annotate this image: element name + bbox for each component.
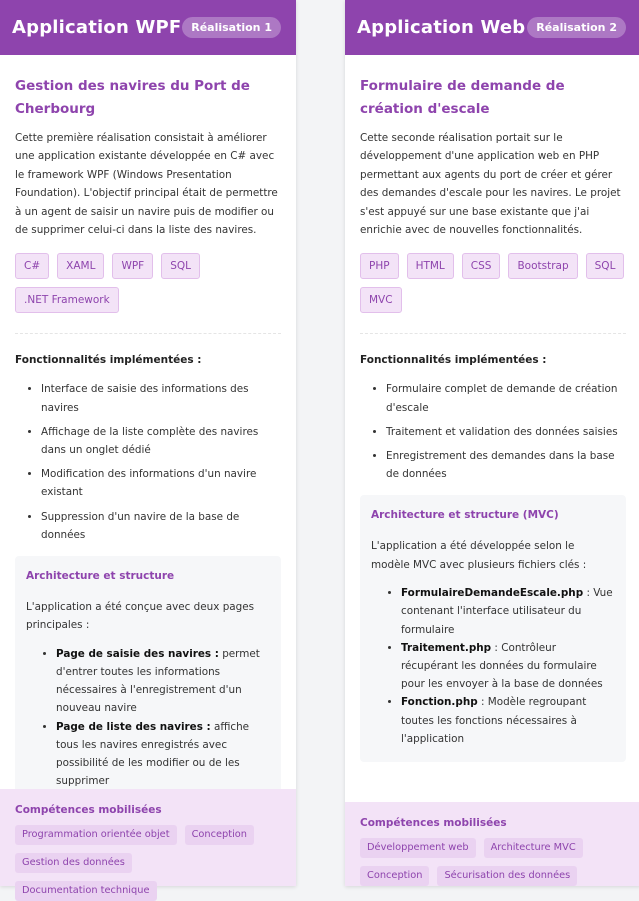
- architecture-box: [360, 495, 626, 762]
- project-card-web: [345, 0, 639, 886]
- architecture-list: [371, 584, 615, 748]
- skills-title: Compétences mobilisées: [360, 817, 507, 829]
- card-body: [0, 55, 296, 805]
- skills-section: [0, 789, 296, 896]
- card-header: [345, 0, 639, 55]
- features-list: [360, 380, 626, 483]
- architecture-item-name: Fonction.php: [401, 696, 478, 709]
- architecture-item: [401, 639, 615, 694]
- skill-tag: Développement web: [360, 838, 476, 858]
- realisation-badge: Réalisation 1: [182, 17, 281, 38]
- divider: [360, 333, 626, 334]
- architecture-item: [401, 584, 615, 639]
- skill-tags: [15, 825, 281, 901]
- feature-item: • Modification des informations d'un navire existant: [41, 465, 281, 501]
- skill-tag: Gestion des données: [15, 853, 132, 873]
- realisation-badge: Réalisation 2: [527, 17, 626, 38]
- architecture-item-name: FormulaireDemandeEscale.php: [401, 587, 584, 600]
- tech-tag: SQL: [161, 253, 200, 279]
- architecture-item-text: : Contrôleur récupérant les données du formulaire pour les envoyer à la base de données: [401, 641, 603, 691]
- card-title: Application WPF: [12, 17, 182, 38]
- tech-tag: MVC: [360, 287, 402, 313]
- architecture-item: [56, 645, 270, 718]
- tech-tag: WPF: [112, 253, 153, 279]
- skill-tag: Documentation technique: [15, 881, 157, 901]
- architecture-item-name: Traitement.php: [401, 641, 492, 654]
- feature-item: • Interface de saisie des informations des navires: [41, 380, 281, 416]
- features-list: [15, 380, 281, 544]
- skill-tag: Programmation orientée objet: [15, 825, 177, 845]
- card-title: Application Web: [357, 17, 526, 38]
- features-title: Fonctionnalités implémentées :: [15, 354, 202, 367]
- features-title: Fonctionnalités implémentées :: [360, 354, 547, 367]
- feature-item: • Affichage de la liste complète des navires dans un onglet dédié: [41, 423, 281, 459]
- tech-tags: [15, 253, 281, 313]
- project-subtitle: Formulaire de demande de création d'escale: [360, 78, 565, 117]
- feature-item: • Traitement et validation des données saisies: [386, 423, 626, 441]
- architecture-item: [401, 693, 615, 748]
- tech-tags: [360, 253, 626, 313]
- feature-item: • Suppression d'un navire de la base de données: [41, 508, 281, 544]
- tech-tag: HTML: [407, 253, 454, 279]
- architecture-item: [56, 718, 270, 791]
- project-description: Cette seconde réalisation portait sur le développement d'une application web en PHP permettant aux agents du port de créer et gérer des demandes d'escale pour les navires. Le projet s'est appuyé sur une base existante que j'ai enrichie avec de nouvelles fonctionnalités.: [360, 132, 621, 237]
- tech-tag: CSS: [462, 253, 501, 279]
- tech-tag: SQL: [586, 253, 625, 279]
- tech-tag: Bootstrap: [508, 253, 577, 279]
- skill-tag: Conception: [185, 825, 254, 845]
- project-subtitle: Gestion des navires du Port de Cherbourg: [15, 78, 250, 117]
- tech-tag: C#: [15, 253, 49, 279]
- architecture-title: Architecture et structure: [26, 570, 175, 583]
- skill-tag: Architecture MVC: [484, 838, 583, 858]
- feature-item: • Formulaire complet de demande de création d'escale: [386, 380, 626, 416]
- skills-title: Compétences mobilisées: [15, 804, 162, 816]
- card-header: [0, 0, 296, 55]
- card-body: [345, 55, 639, 762]
- divider: [15, 333, 281, 334]
- project-card-wpf: [0, 0, 296, 896]
- architecture-item-text: : Vue contenant l'interface utilisateur du formulaire: [401, 587, 613, 636]
- tech-tag: .NET Framework: [15, 287, 119, 313]
- tech-tag: XAML: [57, 253, 104, 279]
- skills-section: [345, 802, 639, 886]
- skill-tags: [360, 838, 626, 886]
- architecture-item-text: affiche tous les navires enregistrés avec possibilité de les modifier ou de les supprimer: [56, 720, 250, 788]
- architecture-title: Architecture et structure (MVC): [371, 509, 559, 522]
- architecture-list: [26, 645, 270, 791]
- skill-tag: Conception: [360, 866, 429, 886]
- architecture-intro: L'application a été conçue avec deux pages principales :: [26, 601, 255, 632]
- project-description: Cette première réalisation consistait à améliorer une application existante développée en C# avec le framework WPF (Windows Presentation Foundation). L'objectif principal était de permettre à un agent de saisir un navire puis de modifier ou de supprimer celui-ci dans la liste des navires.: [15, 132, 278, 237]
- architecture-item-name: Page de saisie des navires :: [56, 647, 219, 660]
- architecture-box: [15, 556, 281, 804]
- architecture-item-text: : Modèle regroupant toutes les fonctions nécessaires à l'application: [401, 696, 587, 745]
- tech-tag: PHP: [360, 253, 399, 279]
- skill-tag: Sécurisation des données: [437, 866, 577, 886]
- architecture-intro: L'application a été développée selon le modèle MVC avec plusieurs fichiers clés :: [371, 540, 587, 571]
- architecture-item-text: permet d'entrer toutes les informations nécessaires à l'enregistrement d'un nouveau navire: [56, 647, 260, 715]
- architecture-item-name: Page de liste des navires :: [56, 720, 211, 733]
- feature-item: • Enregistrement des demandes dans la base de données: [386, 447, 626, 483]
